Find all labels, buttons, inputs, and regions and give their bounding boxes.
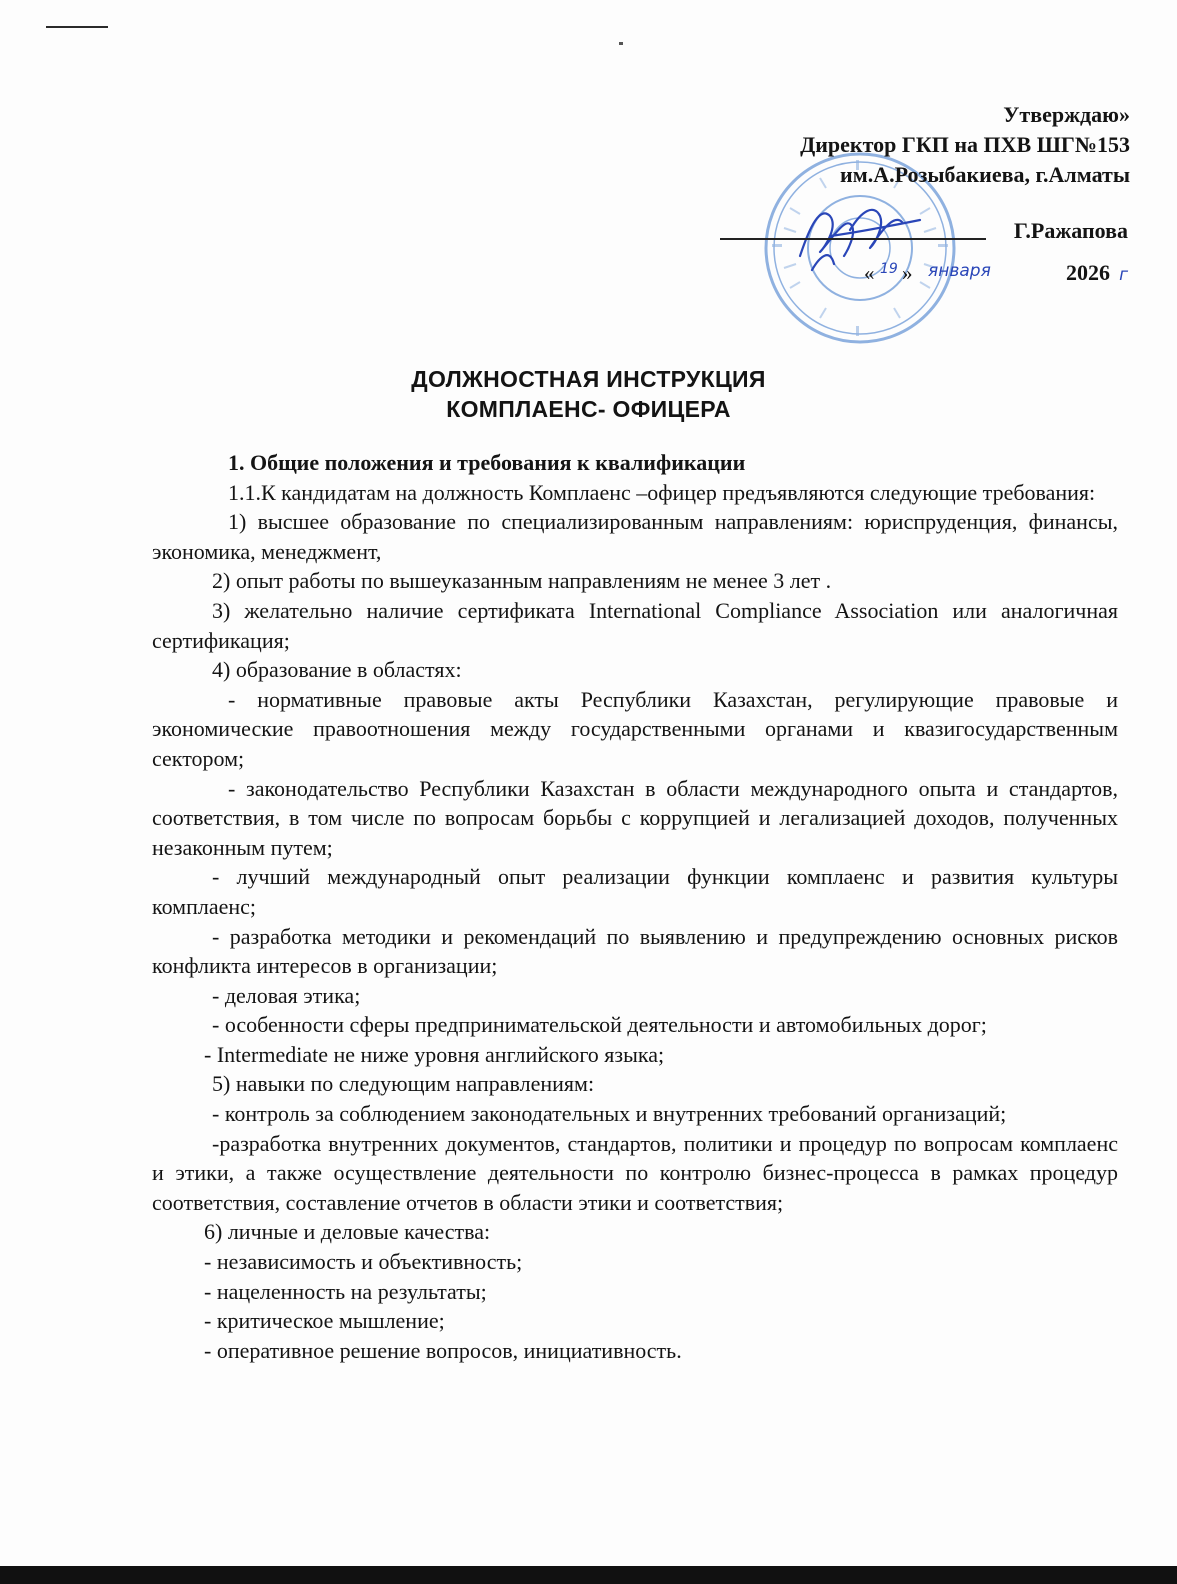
paragraph: - критическое мышление; [204, 1308, 445, 1334]
approver-organization: им.А.Розыбакиева, г.Алматы [840, 162, 1130, 187]
paragraph: 5) навыки по следующим направлениям: [212, 1071, 595, 1097]
paragraph: - Intermediate не ниже уровня английского языка; [204, 1041, 665, 1067]
paragraph: 4) образование в областях: [212, 657, 462, 683]
scan-bottom-edge [0, 1566, 1177, 1584]
signatory-name: Г.Ражапова [1013, 218, 1128, 243]
title-line-2: КОМПЛАЕНС- ОФИЦЕРА [446, 396, 731, 422]
paragraph: - независимость и объективность; [204, 1249, 523, 1275]
paragraph: - нормативные правовые акты Республики Казахстан, регулирующие правовые и экономические правоотношения между государственными органами и квазигосударственным сектором; [152, 686, 1118, 771]
paragraph: 1) высшее образование по специализированным направлениям: юриспруденция, финансы, экономика, менеджмент, [152, 509, 1118, 564]
signature-line [720, 238, 986, 240]
title-line-1: ДОЛЖНОСТНАЯ ИНСТРУКЦИЯ [411, 366, 766, 392]
paragraph: 1.1.К кандидатам на должность Комплаенс –офицер предъявляются следующие требования: [228, 479, 1096, 505]
date-year: 2026 [1066, 260, 1110, 285]
paragraph: -разработка внутренних документов, стандартов, политики и процедур по вопросам комплаенс и этики, а также осуществление деятельности по контролю бизнес-процесса в рамках процедур соответствия, составление отчетов в области этики и соответствия; [152, 1130, 1118, 1215]
paragraph: 3) желательно наличие сертификата International Compliance Association или аналогичная сертификация; [152, 597, 1118, 653]
section-heading: 1. Общие положения и требования к квалификации [228, 450, 746, 475]
document-body [152, 448, 1118, 1365]
paragraph: 6) личные и деловые качества: [204, 1219, 491, 1245]
paragraph: - разработка методики и рекомендаций по выявлению и предупреждению основных рисков конфликта интересов в организации; [152, 923, 1118, 979]
date-month-handwritten: января [928, 261, 991, 281]
approval-heading: Утверждаю» [1003, 102, 1130, 127]
approval-date [610, 252, 1130, 288]
paragraph: - особенности сферы предпринимательской деятельности и автомобильных дорог; [212, 1012, 987, 1038]
paragraph: - лучший международный опыт реализации функции комплаенс и развития культуры комплаенс; [152, 864, 1118, 919]
signature-row [610, 204, 1130, 248]
paragraph: - контроль за соблюдением законодательных и внутренних требований организаций; [212, 1101, 1007, 1127]
paragraph: - деловая этика; [212, 982, 361, 1008]
date-day-handwritten: 19 [880, 261, 898, 277]
scan-edge-mark [46, 26, 108, 28]
document-title [0, 364, 1177, 424]
date-suffix-handwritten: г [1119, 265, 1128, 285]
paragraph: 2) опыт работы по вышеуказанным направлениям не менее 3 лет . [212, 568, 832, 594]
paragraph: - оперативное решение вопросов, инициативность. [204, 1337, 682, 1363]
paragraph: - законодательство Республики Казахстан в области международного опыта и стандартов, соответствия, в том числе по вопросам борьбы с коррупцией и легализацией доходов, полученных незаконным путем; [152, 775, 1118, 860]
date-open-quote: « [864, 261, 875, 285]
scan-speck [619, 42, 623, 45]
date-close-quote: » [902, 261, 913, 285]
approver-position: Директор ГКП на ПХВ ШГ№153 [800, 132, 1130, 157]
paragraph: - нацеленность на результаты; [204, 1278, 487, 1304]
approval-block [610, 100, 1130, 288]
